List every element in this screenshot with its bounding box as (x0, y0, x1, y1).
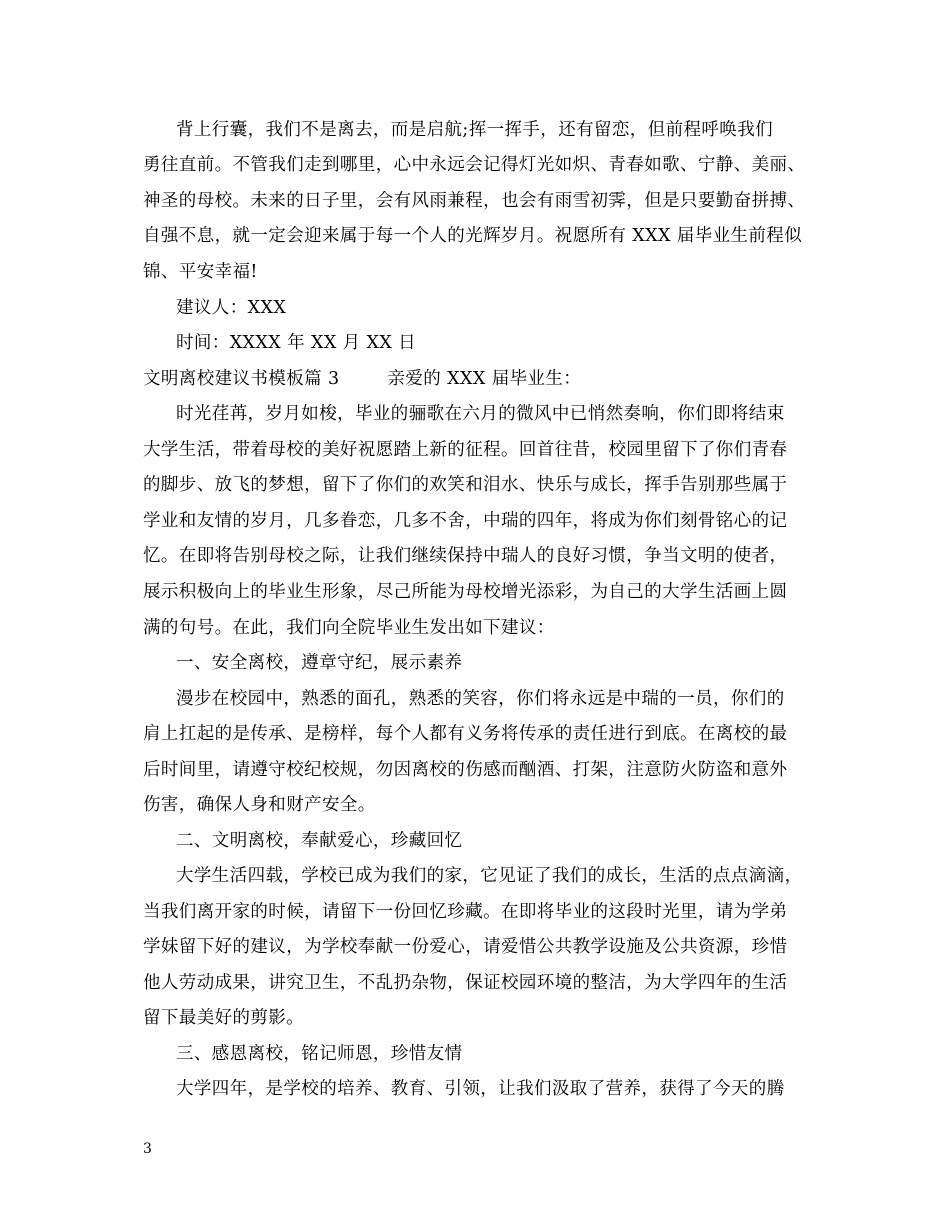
subheading-gratitude: 三、感恩离校，铭记师恩，珍惜友情 (176, 1044, 463, 1064)
text-line: 后时间里，请遵守校纪校规，勿因离校的伤感而酗酒、打架，注意防火防盗和意外 (143, 760, 788, 780)
text-line: 大学生活四载，学校已成为我们的家，它见证了我们的成长，生活的点点滴滴， (176, 866, 803, 886)
text-line: 锦、平安幸福! (143, 262, 258, 282)
text-line: 伤害，确保人身和财产安全。 (143, 795, 376, 815)
subheading-civility: 二、文明离校，奉献爱心，珍藏回忆 (176, 831, 463, 851)
text-line: 满的句号。在此，我们向全院毕业生发出如下建议： (143, 618, 555, 638)
text-line: 神圣的母校。未来的日子里，会有风雨兼程，也会有雨雪初霁，但是只要勤奋拼搏、 (143, 191, 806, 211)
salutation: 亲爱的 XXX 届毕业生： (387, 369, 582, 389)
section-heading-line (143, 367, 833, 391)
text-line: 自强不息，就一定会迎来属于每一个人的光辉岁月。祝愿所有 XXX 届毕业生前程似 (143, 226, 803, 246)
text-line: 时光荏苒，岁月如梭，毕业的骊歌在六月的微风中已悄然奏响，你们即将结束 (176, 404, 785, 424)
section-title: 文明离校建议书模板篇 3 (143, 369, 340, 389)
text-line: 当我们离开家的时候，请留下一份回忆珍藏。在即将毕业的这段时光里，请为学弟 (143, 902, 788, 922)
text-line: 的脚步、放飞的梦想，留下了你们的欢笑和泪水、快乐与成长，挥手告别那些属于 (143, 475, 788, 495)
proposer-line: 建议人：XXX (176, 298, 287, 318)
text-line: 学业和友情的岁月，几多眷恋，几多不舍，中瑞的四年，将成为你们刻骨铭心的记 (143, 511, 788, 531)
text-line: 学妹留下好的建议，为学校奉献一份爱心，请爱惜公共教学设施及公共资源，珍惜 (143, 937, 788, 957)
text-line: 留下最美好的剪影。 (143, 1008, 305, 1028)
subheading-safety: 一、安全离校，遵章守纪，展示素养 (176, 653, 463, 673)
text-line: 大学生活，带着母校的美好祝愿踏上新的征程。回首往昔，校园里留下了你们青春 (143, 440, 788, 460)
text-line: 大学四年，是学校的培养、教育、引领，让我们汲取了营养，获得了今天的腾 (176, 1079, 785, 1099)
text-line: 忆。在即将告别母校之际，让我们继续保持中瑞人的良好习惯，争当文明的使者， (143, 546, 788, 566)
text-line: 肩上扛起的是传承、是榜样，每个人都有义务将传承的责任进行到底。在离校的最 (143, 724, 788, 744)
text-line: 背上行囊，我们不是离去，而是启航;挥一挥手，还有留恋，但前程呼唤我们 (176, 120, 773, 140)
text-line: 漫步在校园中，熟悉的面孔，熟悉的笑容，你们将永远是中瑞的一员，你们的 (176, 689, 785, 709)
date-line: 时间：XXXX 年 XX 月 XX 日 (176, 333, 417, 353)
text-line: 他人劳动成果，讲究卫生，不乱扔杂物，保证校园环境的整洁，为大学四年的生活 (143, 973, 788, 993)
page-number: 3 (143, 1141, 152, 1157)
text-line: 勇往直前。不管我们走到哪里，心中永远会记得灯光如炽、青春如歌、宁静、美丽、 (143, 155, 806, 175)
text-line: 展示积极向上的毕业生形象，尽己所能为母校增光添彩，为自己的大学生活画上圆 (143, 582, 788, 602)
